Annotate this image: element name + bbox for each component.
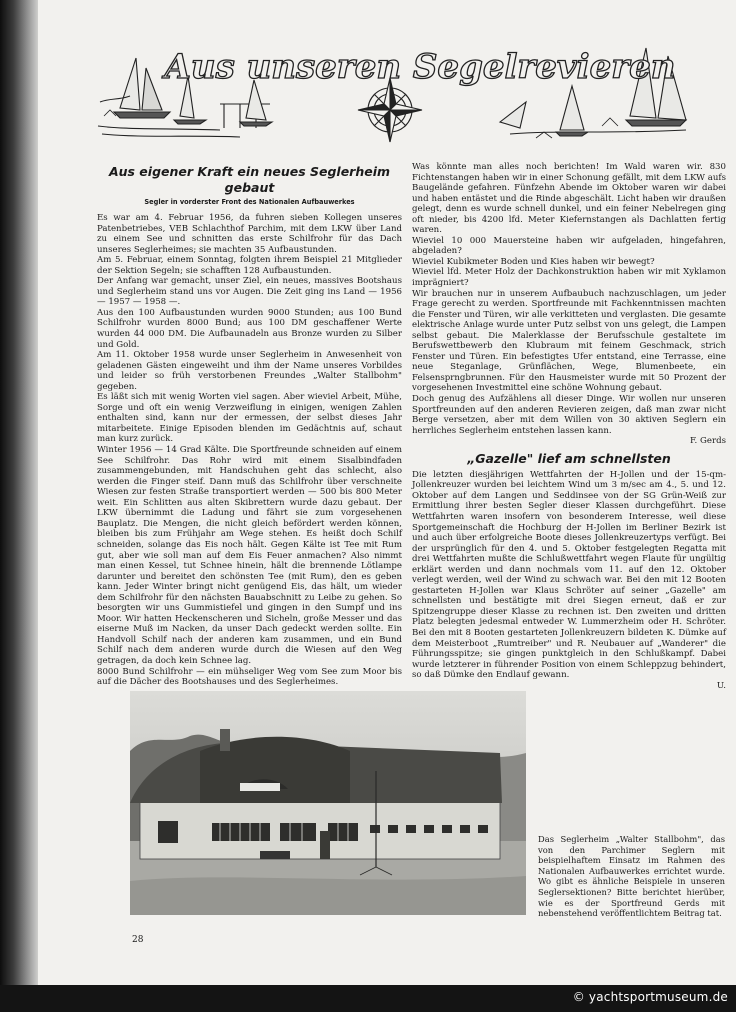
banner-title: Aus unseren Segelrevieren bbox=[164, 47, 676, 87]
photo-caption: Das Seglerheim „Walter Stallbohm", das von den Parchimer Seglern mit beispielhaftem Einsatz im Rahmen des Nationalen Aufbauwerkes errichtet wurde. Wo gibt es ähnliche Beispiele in unseren Seglersektionen? Bitte berichtet hierüber, wie es der Sportfreund Gerds mit nebenstehend veröffentlichtem Beitrag tat. bbox=[538, 834, 725, 919]
book-spine bbox=[0, 0, 38, 985]
article1-paragraph: Am 11. Oktober 1958 wurde unser Seglerheim in Anwesenheit von geladenen Gästen eingeweiht und ihm der Name unseres Vorbildes und leider so früh verstorbenen Freundes „Walter Stallbohm" gegeben. bbox=[97, 350, 402, 392]
banner-illustration bbox=[90, 38, 690, 146]
watermark: © yachtsportmuseum.de bbox=[572, 990, 728, 1004]
right-column bbox=[412, 162, 726, 691]
article2-signature: U. bbox=[716, 680, 726, 691]
article2-headline: „Gazelle" lief am schnellsten bbox=[467, 450, 671, 466]
article1-paragraph: Der Anfang war gemacht, unser Ziel, ein neues, massives Bootshaus und Seglerheim stand uns vor Augen. Die Zeit ging ins Land — 1956 — 1957 — 1958 —. bbox=[97, 276, 402, 308]
article1-continued-paragraph: Wieviel 10 000 Mauersteine haben wir aufgeladen, hingefahren, abgeladen? bbox=[412, 235, 726, 257]
article1-headline: Aus eigener Kraft ein neues Seglerheim gebaut bbox=[108, 164, 391, 195]
article2-body: Die letzten diesjährigen Wettfahrten der H-Jollen und der 15-qm-Jollenkreuzer wurden bei leichtem Wind um 3 m/sec am 4., 5. und 12. Oktober auf dem Langen und Seddinsee von der SG Grün-Weiß zur Ermittlung ihrer besten Segler dieser Klassen durchgeführt. Diese Wettfahrten waren insofern von besonderem Interesse, weil diese Sportgemeinschaft die Hochburg der H-Jollen im Berliner Bezirk ist und auch über erfolgreiche Boote dieses Jollenkreuzertyps verfügt. Bei der ursprünglich für den 4. und 5. Oktober festgelegten Regatta mit drei Wettfahrten mußte die Schlußwettfahrt wegen Flaute für ungültig erklärt werden und dann nochmals vom 11. auf den 12. Oktober verlegt werden, weil der Wind zu schwach war. Bei den mit 12 Booten gestarteten H-Jollen war Klaus Schröter auf seiner „Gazelle" am schnellsten und bestätigte mit drei Siegen erneut, daß er zur Spitzengruppe dieser Klasse zu rechnen ist. Den zweiten und dritten Platz belegten jedesmal entweder W. Lummerzheim oder H. Schröter. Bei den mit 8 Booten gestarteten Jollenkreuzern bildeten K. Dümke auf dem Meisterboot „Rumtreiber" und R. Neubauer auf „Wanderer" die Führungsspitze; sie gingen punktgleich in den Schlußkampf. Dabei wurde letzterer in führender Position von einem Schleppzug behindert, so daß Dümke den Endlauf gewann. bbox=[412, 469, 726, 681]
article1-paragraph: Am 5. Februar, einem Sonntag, folgten ihrem Beispiel 21 Mitglieder der Sektion Segeln; sie schafften 128 Aufbaustunden. bbox=[97, 255, 402, 276]
article1-paragraph: Es läßt sich mit wenig Worten viel sagen. Aber wieviel Arbeit, Mühe, Sorge und oft ein wenig Verzweiflung in einigen, wenigen Zahlen enthalten sind, kann nur der ermessen, der selbst dieses Jahr mitarbeitete. Einige Episoden blenden im Gedächtnis auf, schaut man kurz zurück. bbox=[97, 392, 402, 445]
article1-continued-paragraph: Was könnte man alles noch berichten! Im Wald waren wir. 830 Fichtenstangen haben wir in einer Schonung gefällt, mit dem LKW aufs Baugelände gefahren. Fünfzehn Abende im Oktober waren wir dabei und haben entästet und die Rinde abgeschält. Licht haben wir draußen gelegt, denn es wurde schnell dunkel, und ein feiner Nebelregen ging oft nieder, bis 4200 lfd. Meter Kiefernstangen als Dachlatten fertig waren. bbox=[412, 162, 726, 236]
article1-continued-paragraph: Wieviel Kubikmeter Boden und Kies haben wir bewegt? bbox=[412, 256, 655, 267]
article1-continued-paragraph: Wir brauchen nur in unserem Aufbaubuch nachzuschlagen, um jeder Frage gerecht zu werden. Sportfreunde mit Fachkenntnissen machten die Fenster und Türen, wir alle verkitteten und verglasten. Die gesamte elektrische Anlage wurde unter Putz selbst von uns gelegt, die Lampen selbst gebaut. Die Malerklasse der Berufsschule gestaltete im Berufswettbewerb den Klubraum mit feinem Geschmack, strich Fenster und Türen. Ein befestigtes Ufer entstand, eine Terrasse, eine neue Steganlage, Grünflächen, Wege, Blumenbeete, ein Felsensprngbrunnen. Für den Hausmeister wurde mit 50 Prozent der vorgesehenen Investmittel eine schöne Wohnung gebaut. bbox=[412, 288, 726, 394]
page-number: 28 bbox=[132, 935, 144, 945]
left-column bbox=[97, 162, 402, 688]
article1-paragraph: Aus den 100 Aufbaustunden wurden 9000 Stunden; aus 100 Bund Schilfrohr wurden 8000 Bund; aus 100 DM geschaffener Werte wurden 44 000 DM. Die Aufbaunadeln aus Bronze wurden zu Silber und Gold. bbox=[97, 307, 402, 350]
article1-paragraph: 8000 Bund Schilfrohr — ein mühseliger Weg vom See zum Moor bis auf die Dächer des Bootshauses und des Seglerheimes. bbox=[97, 666, 402, 688]
article1-continued-paragraph: Wieviel lfd. Meter Holz der Dachkonstruktion haben wir mit Xyklamon imprägniert? bbox=[412, 267, 726, 289]
compass-rose-drawing bbox=[358, 78, 422, 142]
article1-paragraph: Es war am 4. Februar 1956, da fuhren sieben Kollegen unseres Patenbetriebes, VEB Schlachthof Parchim, mit dem LKW über Land zu einem See und schnitten das erste Schilfrohr für das Dach unseres Seglerheimes; sie machten 35 Aufbaustunden. bbox=[97, 213, 402, 255]
seglerheim-photo bbox=[130, 691, 526, 915]
article1-continued-paragraph: Doch genug des Aufzählens all dieser Dinge. Wir wollen nur unseren Sportfreunden auf den anderen Revieren zeigen, daß man zwar nicht Berge versetzen, aber mit dem Willen von 30 aktiven Seglern ein herrliches Seglerheim entstehen lassen kann. bbox=[412, 394, 726, 436]
article1-subhead: Segler in vorderster Front des Nationalen Aufbauwerkes bbox=[144, 198, 355, 206]
article1-signature: F. Gerds bbox=[689, 436, 726, 447]
article1-paragraph: Winter 1956 — 14 Grad Kälte. Die Sportfreunde schneiden auf einem See Schilfrohr. Das Rohr wird mit einem Sisalbindfaden zusammengebunden, mit Handschuhen geht das schlecht, also werden die Finger steif. Dann muß das Schilfrohr über verschneite Wiesen zur festen Straße transportiert werden — 500 bis 800 Meter weit. Ein Schlitten aus alten Skibrettern wurde dazu gebaut. Der LKW übernimmt die Ladung und fährt sie zum vorgesehenen Bauplatz. Die Mengen, die nicht gleich befördert werden können, bleiben bis zum Frühjahr am Wege stehen. Es heißt doch Schilf schneiden, solange das Eis noch hält. Gegen Kälte ist Tee mit Rum gut, aber wie soll man auf dem Eis Feuer anmachen? Also nimmt man einen Kessel, tut Schnee hinein, hält die brennende Lötlampe darunter und bereitet den schönsten Tee (mit Rum), den es geben kann. Jeder Winter bringt nicht genügend Eis, das hält, um wieder dem Schilfrohr für den nächsten Bauabschnitt zu Leibe zu gehen. So besorgten wir uns Gummistiefel und gingen in den Sumpf und ins Moor. Wir hatten Heckenscheren und Sicheln, große Messer und das eiserne Muß im Nacken, da unser Dach gedeckt werden sollte. Ein Handvoll Schilf nach der anderen kam zusammen, und ein Bund Schilf nach dem anderen wurde durch die Wiesen auf den Weg getragen, da doch kein Schnee lag. bbox=[97, 445, 402, 666]
